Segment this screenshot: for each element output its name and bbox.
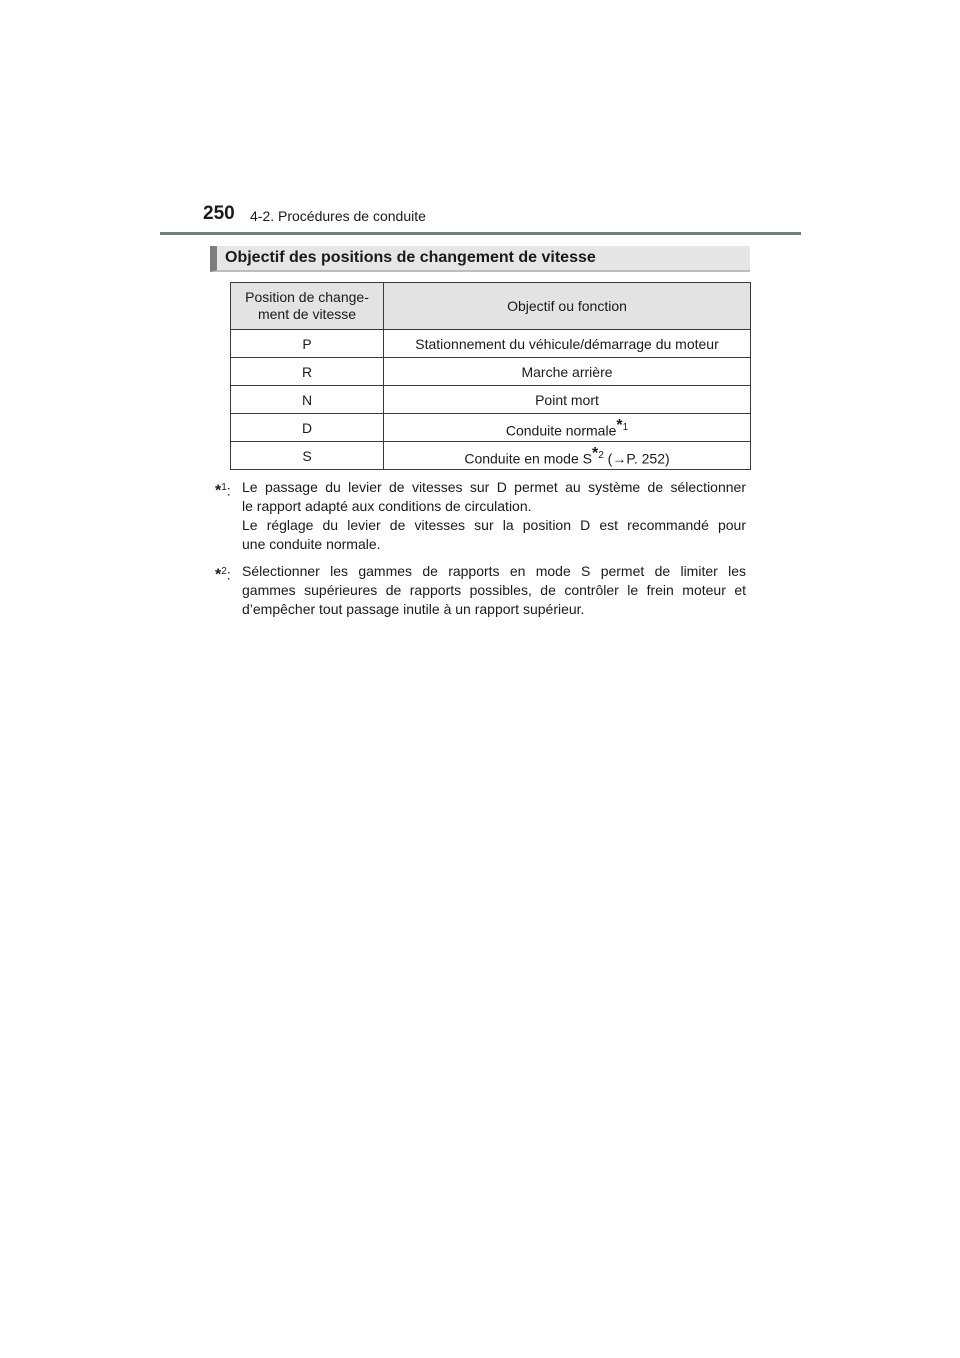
function-cell: [384, 386, 751, 414]
table-row: [231, 386, 751, 414]
footnote-line: une conduite normale.: [242, 536, 381, 552]
footnote-line: Le réglage du levier de vitesses sur la position D est recommandé pour: [242, 517, 746, 533]
function-cell: [384, 414, 751, 442]
footnote-marker: *$^1$:: [215, 482, 231, 500]
footnote-line: d’empêcher tout passage inutile à un rapport supérieur.: [242, 601, 585, 617]
function-text: Stationnement du véhicule/démarrage du moteur: [415, 335, 719, 352]
footnote-1: [215, 478, 746, 554]
footnote-reference[interactable]: *2: [591, 444, 604, 462]
function-text: Conduite normale: [505, 422, 617, 439]
footnote-marker: *$^2$:: [215, 566, 231, 584]
footnote-line: le rapport adapté aux conditions de circulation.: [242, 498, 532, 514]
page-reference-link[interactable]: (→P. 252): [603, 450, 670, 467]
section-reference: 4-2. Procédures de conduite: [250, 208, 426, 224]
position-cell: P: [231, 330, 384, 358]
function-text: Point mort: [535, 391, 599, 408]
footnote-text: [242, 562, 746, 619]
function-cell: [384, 330, 751, 358]
page-number: 250: [203, 203, 235, 224]
section-title: Objectif des positions de changement de vitesse: [210, 246, 750, 272]
table-row: [231, 414, 751, 442]
table-header-row: [231, 283, 751, 330]
footnote-line: Le passage du levier de vitesses sur D permet au système de sélectionner: [242, 479, 746, 495]
column-header-position: Position de change- ment de vitesse: [231, 283, 384, 330]
position-cell: D: [231, 414, 384, 442]
footnote-reference[interactable]: *1: [616, 416, 629, 434]
table-row: [231, 358, 751, 386]
position-cell: N: [231, 386, 384, 414]
position-cell: R: [231, 358, 384, 386]
header-divider: [160, 232, 801, 235]
table-row: [231, 442, 751, 470]
table-row: [231, 330, 751, 358]
position-cell: S: [231, 442, 384, 470]
footnote-line: Sélectionner les gammes de rapports en mode S permet de limiter les: [242, 563, 746, 579]
function-text: Conduite en mode S: [464, 450, 592, 467]
function-cell: [384, 358, 751, 386]
footnote-2: [215, 562, 746, 619]
function-cell: [384, 442, 751, 470]
function-text: Marche arrière: [521, 363, 613, 380]
shift-position-table: [230, 282, 751, 470]
footnote-text: [242, 478, 746, 554]
footnote-line: gammes supérieures de rapports possibles, de contrôler le frein moteur et: [242, 582, 746, 598]
column-header-function: Objectif ou fonction: [384, 283, 751, 330]
